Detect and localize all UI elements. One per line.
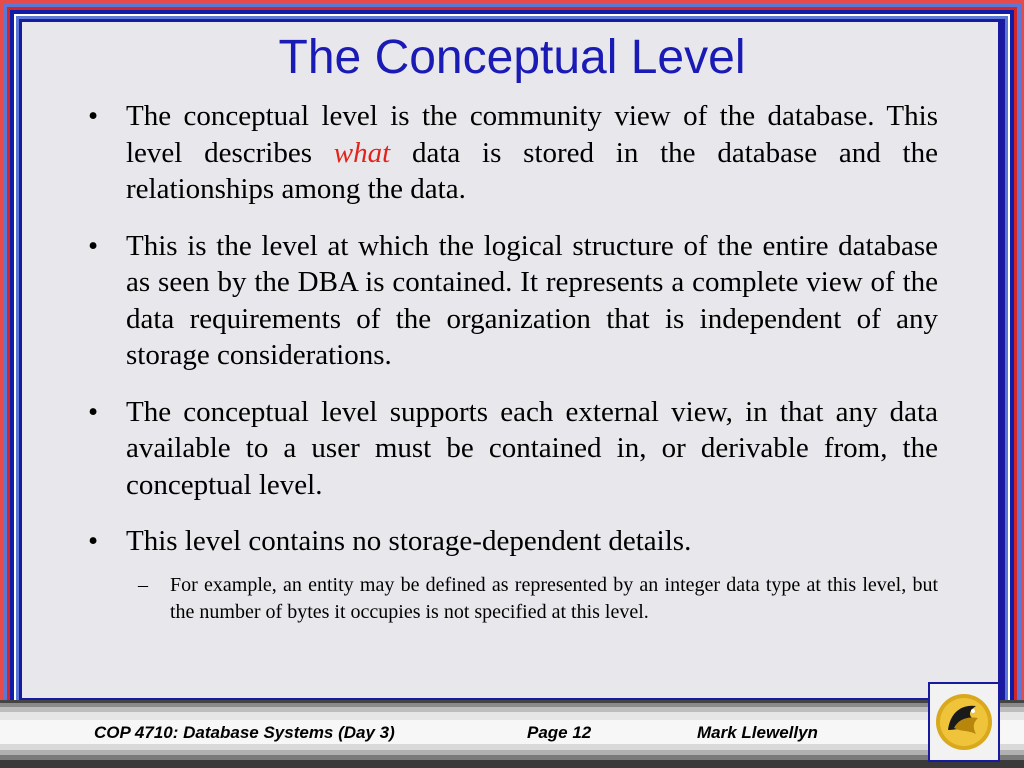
sub-bullet-dash: – [138,573,148,596]
bullet-item [88,394,938,504]
bullet-item [88,98,938,208]
bullet-list [88,98,938,626]
bullet-text: data is stored in the database and the relationships among the data. [126,136,938,205]
logo-frame [928,682,1000,762]
bullet-item [88,523,938,560]
sub-bullet-text: For example, an entity may be defined as represented by an integer data type at this level, but the number of bytes it occupies is not specified at this level. [170,573,938,623]
sub-bullet-item [88,572,938,626]
ucf-pegasus-logo-icon [930,684,998,760]
footer-course: COP 4710: Database Systems (Day 3) [94,723,395,742]
slide-title: The Conceptual Level [278,31,746,84]
bullet-item [88,228,938,374]
bullet-text: The conceptual level is the community view of the database. This level describes [126,100,938,169]
bullet-dot: • [88,525,99,557]
bullet-text: This is the level at which the logical structure of the entire database as seen by the DBA is contained. It represents a complete view of the data requirements of the organization that is independent of any storage considerations. [126,229,938,371]
bullet-dot: • [88,100,99,132]
emphasis-what: what [333,136,391,169]
footer-author: Mark Llewellyn [697,723,818,742]
bullet-text: This level contains no storage-dependent details. [126,525,692,557]
bullet-text: The conceptual level supports each external view, in that any data available to a user must be contained in, or derivable from, the conceptual level. [126,395,938,501]
bullet-dot: • [88,229,99,262]
bullet-dot: • [88,395,99,428]
footer-page-number: Page 12 [527,723,592,742]
